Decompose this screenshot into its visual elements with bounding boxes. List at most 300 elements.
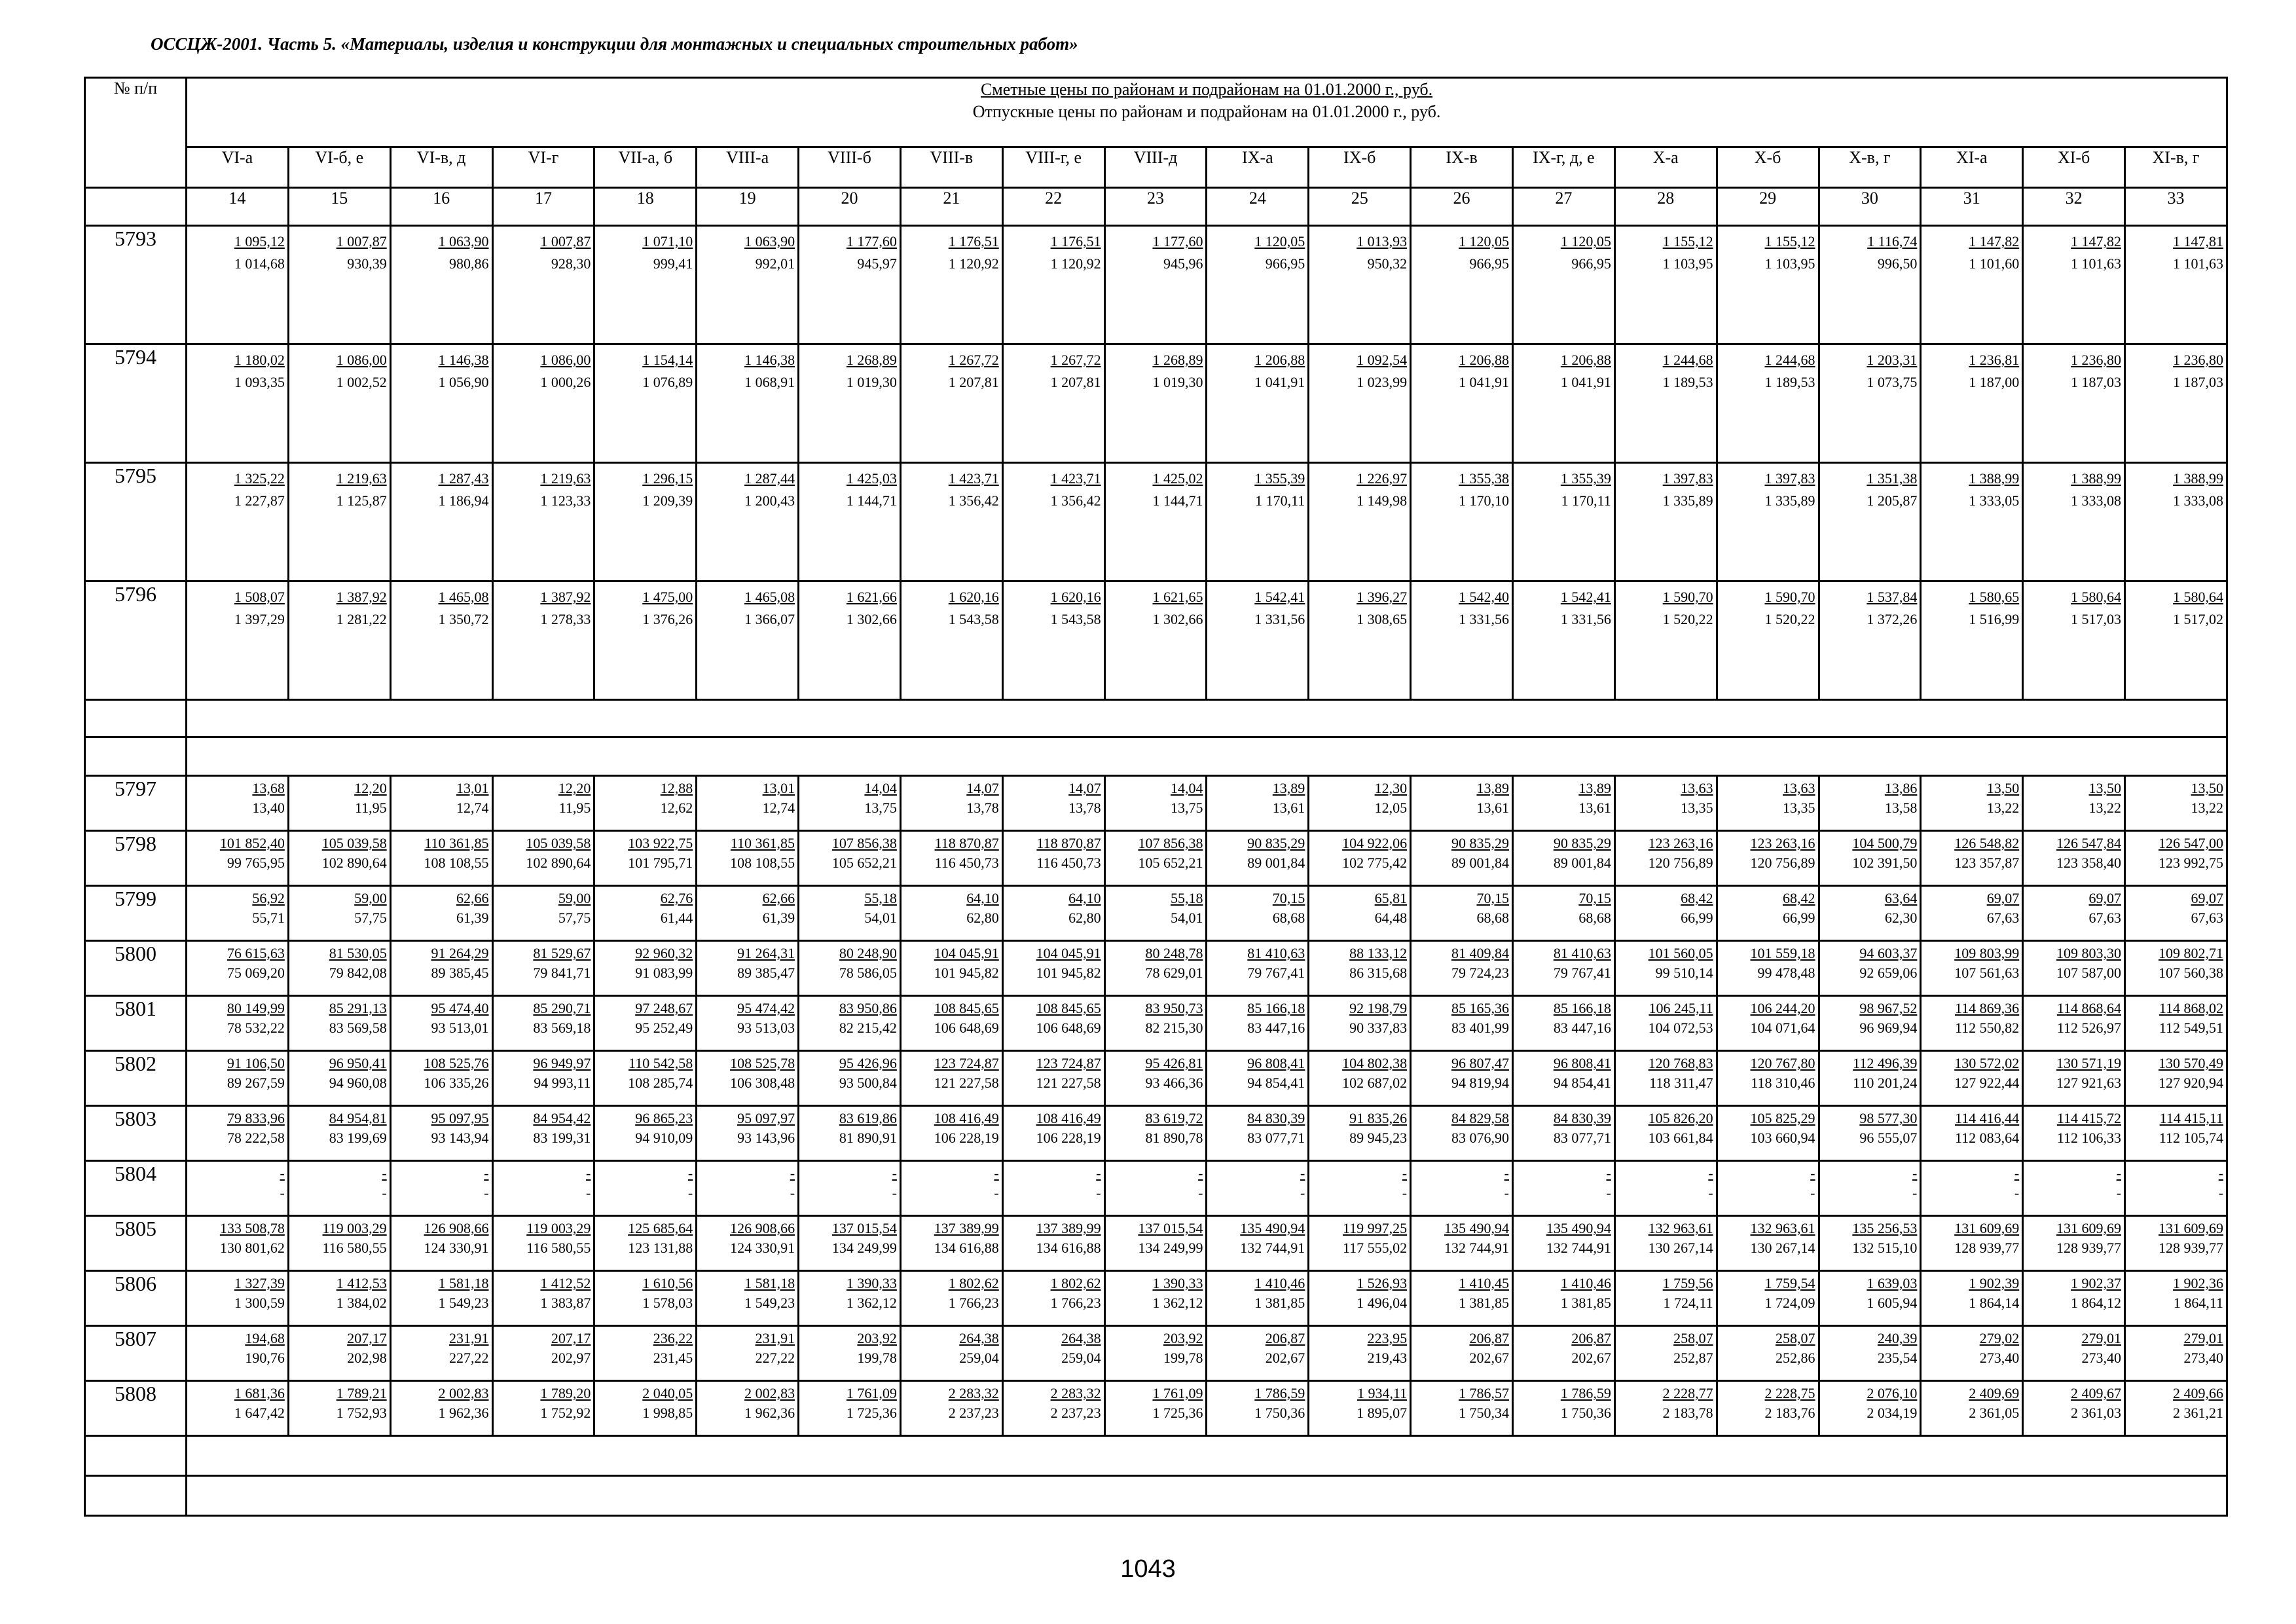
- selling-price: -: [1198, 1185, 1203, 1201]
- selling-price: 1 864,14: [1969, 1295, 2020, 1311]
- estimate-price-wrap: [1718, 227, 1818, 253]
- estimate-price-wrap: [187, 997, 287, 1018]
- price-cell: [594, 1216, 697, 1271]
- price-cell: [799, 1106, 901, 1161]
- selling-price: 273,40: [1979, 1350, 2020, 1366]
- price-cell: [1819, 581, 1921, 700]
- selling-price: 99 765,95: [227, 855, 285, 871]
- price-cell: [1614, 1271, 1717, 1326]
- page-number: 1043: [1120, 1555, 1176, 1583]
- price-cell: [288, 1326, 390, 1381]
- selling-price: 1 014,68: [234, 255, 285, 272]
- price-cell: [1104, 1161, 1207, 1216]
- estimate-price: 70,15: [1476, 890, 1509, 906]
- estimate-price: 85 166,18: [1247, 1000, 1305, 1016]
- price-cell: [1411, 831, 1513, 886]
- estimate-price-wrap: [595, 345, 695, 371]
- selling-price: 1 384,02: [336, 1295, 387, 1311]
- price-cell: [2125, 886, 2227, 941]
- estimate-price: 1 388,99: [2173, 470, 2224, 487]
- selling-price: 89 001,84: [1451, 855, 1509, 871]
- estimate-price: 81 530,05: [329, 945, 387, 961]
- estimate-price: 1 425,03: [846, 470, 897, 487]
- estimate-price: 12,30: [1374, 780, 1408, 796]
- item-number: 5798: [85, 831, 187, 886]
- estimate-price-wrap: [392, 1327, 492, 1348]
- selling-price: 54,01: [864, 910, 897, 926]
- price-cell: [1819, 1381, 1921, 1436]
- estimate-price-wrap: [697, 464, 797, 490]
- estimate-price-wrap: [1309, 345, 1410, 371]
- estimate-price-wrap: [1309, 1327, 1410, 1348]
- price-cell: [390, 1326, 492, 1381]
- selling-price: 107 587,00: [2056, 965, 2122, 981]
- estimate-price-wrap: [697, 942, 797, 963]
- selling-price: 93 143,96: [737, 1130, 795, 1146]
- price-cell: [1411, 226, 1513, 344]
- selling-price: 1 019,30: [1152, 374, 1203, 390]
- selling-price: 117 555,02: [1342, 1240, 1408, 1256]
- table-row: [85, 1051, 2227, 1106]
- selling-price: 123 357,87: [1954, 855, 2020, 871]
- selling-price: 1 543,58: [948, 611, 999, 627]
- selling-price: 1 372,26: [1867, 611, 1918, 627]
- selling-price: 107 561,63: [1954, 965, 2020, 981]
- price-cell: [492, 1161, 594, 1216]
- selling-price: 93 513,01: [431, 1020, 489, 1036]
- estimate-price-wrap: [1106, 1052, 1206, 1073]
- estimate-price: 1 176,51: [948, 233, 999, 249]
- estimate-price-wrap: [1412, 1107, 1512, 1128]
- estimate-price: 59,00: [558, 890, 591, 906]
- price-cell: [1921, 776, 2023, 831]
- price-cell: [1921, 1051, 2023, 1106]
- estimate-price-wrap: [1309, 1382, 1410, 1403]
- estimate-price: 120 767,80: [1750, 1055, 1815, 1071]
- estimate-price: 2 409,69: [1969, 1385, 2020, 1401]
- price-cell: [1104, 996, 1207, 1051]
- estimate-price-wrap: [1718, 1107, 1818, 1128]
- estimate-price: 97 248,67: [635, 1000, 693, 1016]
- price-cell: [594, 344, 697, 463]
- estimate-price: 69,07: [2191, 890, 2224, 906]
- estimate-price: 56,92: [252, 890, 285, 906]
- estimate-price: 83 619,72: [1145, 1110, 1203, 1126]
- selling-price: 1 278,33: [540, 611, 591, 627]
- selling-price: -: [1402, 1185, 1408, 1201]
- estimate-price-wrap: [1718, 464, 1818, 490]
- selling-price: 13,78: [1068, 800, 1101, 816]
- estimate-price: 1 267,72: [1050, 352, 1101, 368]
- selling-price: 83 569,58: [329, 1020, 387, 1036]
- selling-price: 62,30: [1884, 910, 1918, 926]
- selling-price: 1 520,22: [1662, 611, 1713, 627]
- selling-price: 1 331,56: [1254, 611, 1305, 627]
- estimate-price-wrap: [2024, 777, 2124, 798]
- selling-price: 127 920,94: [2159, 1075, 2224, 1091]
- price-cell: [1104, 226, 1207, 344]
- estimate-price-wrap: [595, 464, 695, 490]
- estimate-price: 1 095,12: [234, 233, 285, 249]
- price-cell: [1002, 344, 1104, 463]
- item-number: 5799: [85, 886, 187, 941]
- estimate-price-wrap: [392, 887, 492, 908]
- estimate-price-wrap: [1106, 1162, 1206, 1183]
- selling-price: 252,87: [1673, 1350, 1713, 1366]
- price-cell: [1309, 1381, 1411, 1436]
- price-cell: [2125, 1161, 2227, 1216]
- region-header: IX-б: [1309, 147, 1411, 188]
- selling-price: 93 466,36: [1145, 1075, 1203, 1091]
- estimate-price: 1 590,70: [1662, 589, 1713, 605]
- selling-price: 1 019,30: [846, 374, 897, 390]
- estimate-price: 1 355,38: [1458, 470, 1509, 487]
- column-number: 14: [187, 188, 289, 226]
- estimate-price-wrap: [1309, 1052, 1410, 1073]
- selling-price: 11,95: [558, 800, 591, 816]
- selling-price: 89 001,84: [1247, 855, 1305, 871]
- selling-price: 83 076,90: [1451, 1130, 1509, 1146]
- estimate-price: -: [1402, 1165, 1408, 1181]
- price-cell: [799, 226, 901, 344]
- region-header: IX-в: [1411, 147, 1513, 188]
- selling-price: 1 333,08: [2071, 492, 2122, 509]
- estimate-price-wrap: [799, 1272, 900, 1293]
- estimate-price: 125 685,64: [628, 1220, 693, 1236]
- price-cell: [2125, 996, 2227, 1051]
- selling-price: 227,22: [755, 1350, 795, 1366]
- estimate-price-wrap: [289, 345, 390, 371]
- selling-price: 13,61: [1476, 800, 1509, 816]
- region-header: VIII-в: [900, 147, 1002, 188]
- estimate-price: 114 415,11: [2159, 1110, 2224, 1126]
- estimate-price-wrap: [1820, 1382, 1920, 1403]
- selling-price: -: [1810, 1185, 1815, 1201]
- estimate-price: 206,87: [1265, 1330, 1305, 1346]
- document-header: ОССЦЖ-2001. Часть 5. «Материалы, изделия и конструкции для монтажных и специальных строительных работ»: [151, 34, 1078, 54]
- estimate-price-wrap: [494, 887, 594, 908]
- estimate-price-wrap: [494, 1162, 594, 1183]
- estimate-price-wrap: [1616, 1107, 1716, 1128]
- region-header: VIII-б: [799, 147, 901, 188]
- estimate-price: 85 166,18: [1553, 1000, 1611, 1016]
- selling-price: 57,75: [558, 910, 591, 926]
- selling-price: 78 586,05: [839, 965, 897, 981]
- estimate-price: 98 577,30: [1859, 1110, 1918, 1126]
- column-number: 24: [1207, 188, 1309, 226]
- estimate-price: 1 154,14: [642, 352, 693, 368]
- price-cell: [492, 1271, 594, 1326]
- estimate-price: 70,15: [1578, 890, 1611, 906]
- estimate-price-wrap: [1106, 227, 1206, 253]
- price-cell: [1614, 776, 1717, 831]
- estimate-price: 1 786,59: [1560, 1385, 1611, 1401]
- estimate-price: 13,01: [456, 780, 489, 796]
- estimate-price: 96 808,41: [1553, 1055, 1611, 1071]
- estimate-price-wrap: [2024, 887, 2124, 908]
- column-number: 33: [2125, 188, 2227, 226]
- estimate-price: 1 396,27: [1357, 589, 1408, 605]
- price-cell: [492, 776, 594, 831]
- selling-price: 1 056,90: [438, 374, 489, 390]
- selling-price: 89 267,59: [227, 1075, 285, 1091]
- price-cell: [1309, 1326, 1411, 1381]
- price-cell: [288, 886, 390, 941]
- price-cell: [1104, 463, 1207, 581]
- selling-price: 928,30: [551, 255, 591, 272]
- estimate-price-wrap: [595, 1217, 695, 1238]
- estimate-price-wrap: [1514, 227, 1614, 253]
- estimate-price-wrap: [1718, 1272, 1818, 1293]
- price-cell: [1512, 1271, 1614, 1326]
- price-cell: [390, 1381, 492, 1436]
- estimate-price: 109 803,30: [2056, 945, 2122, 961]
- estimate-price: 1 590,70: [1764, 589, 1815, 605]
- table-row: [85, 1271, 2227, 1326]
- estimate-price-wrap: [289, 464, 390, 490]
- estimate-price: 1 388,99: [2071, 470, 2122, 487]
- estimate-price-wrap: [1922, 887, 2022, 908]
- estimate-price-wrap: [1514, 1217, 1614, 1238]
- estimate-price: 1 267,72: [948, 352, 999, 368]
- selling-price: 1 517,02: [2173, 611, 2224, 627]
- estimate-price-wrap: [392, 1272, 492, 1293]
- selling-price: -: [586, 1185, 591, 1201]
- estimate-price: 1 007,87: [336, 233, 387, 249]
- estimate-price: 1 761,09: [1152, 1385, 1203, 1401]
- table-row: [85, 581, 2227, 700]
- selling-price: 83 569,18: [533, 1020, 591, 1036]
- price-cell: [390, 1271, 492, 1326]
- estimate-price-wrap: [1004, 887, 1104, 908]
- estimate-price: -: [586, 1165, 591, 1181]
- selling-price: -: [2116, 1185, 2122, 1201]
- estimate-price-wrap: [1207, 1272, 1307, 1293]
- selling-price: 120 756,89: [1750, 855, 1815, 871]
- price-cell: [1309, 996, 1411, 1051]
- price-cell: [288, 941, 390, 996]
- estimate-price-wrap: [2024, 1382, 2124, 1403]
- price-cell: [1614, 1106, 1717, 1161]
- selling-price: 259,04: [959, 1350, 999, 1366]
- estimate-price-wrap: [697, 582, 797, 608]
- selling-price: 1 998,85: [642, 1405, 693, 1421]
- estimate-price-wrap: [494, 1272, 594, 1293]
- price-cell: [594, 1106, 697, 1161]
- price-cell: [1614, 1051, 1717, 1106]
- estimate-price: 83 950,86: [839, 1000, 897, 1016]
- estimate-price-wrap: [392, 832, 492, 853]
- estimate-price: 194,68: [245, 1330, 285, 1346]
- estimate-price-wrap: [697, 1382, 797, 1403]
- selling-price: 101 795,71: [628, 855, 693, 871]
- estimate-price: 2 040,05: [642, 1385, 693, 1401]
- price-cell: [1411, 463, 1513, 581]
- selling-price: 91 083,99: [635, 965, 693, 981]
- selling-price: 1 724,09: [1764, 1295, 1815, 1311]
- price-cell: [1717, 1271, 1819, 1326]
- estimate-price: 104 802,38: [1342, 1055, 1408, 1071]
- price-cell: [1002, 581, 1104, 700]
- estimate-price: 55,18: [864, 890, 897, 906]
- price-cell: [1819, 1216, 1921, 1271]
- estimate-price: 94 603,37: [1859, 945, 1918, 961]
- selling-price: 101 945,82: [934, 965, 999, 981]
- estimate-price: 80 248,90: [839, 945, 897, 961]
- price-cell: [1309, 463, 1411, 581]
- region-header: X-в, г: [1819, 147, 1921, 188]
- estimate-price-wrap: [289, 997, 390, 1018]
- estimate-price-wrap: [187, 832, 287, 853]
- price-cell: [1002, 1051, 1104, 1106]
- estimate-price: 1 120,05: [1458, 233, 1509, 249]
- selling-price: 12,74: [456, 800, 489, 816]
- estimate-price-wrap: [1004, 227, 1104, 253]
- selling-price: 83 199,69: [329, 1130, 387, 1146]
- estimate-price: 1 902,36: [2173, 1275, 2224, 1291]
- estimate-price: 1 542,41: [1560, 589, 1611, 605]
- table-row: [85, 1106, 2227, 1161]
- price-cell: [1512, 1051, 1614, 1106]
- estimate-price: 76 615,63: [227, 945, 285, 961]
- selling-price: 128 939,77: [2159, 1240, 2224, 1256]
- estimate-price: 264,38: [1061, 1330, 1101, 1346]
- price-cell: [1819, 941, 1921, 996]
- price-cell: [1717, 996, 1819, 1051]
- table-row: [85, 886, 2227, 941]
- estimate-price-wrap: [799, 1162, 900, 1183]
- estimate-price-wrap: [392, 345, 492, 371]
- price-cell: [1512, 886, 1614, 941]
- estimate-price-wrap: [1412, 997, 1512, 1018]
- estimate-price-wrap: [1922, 777, 2022, 798]
- price-cell: [1717, 1216, 1819, 1271]
- selling-price: 1 366,07: [744, 611, 795, 627]
- price-cell: [1512, 1216, 1614, 1271]
- price-cell: [799, 344, 901, 463]
- estimate-price-wrap: [1004, 832, 1104, 853]
- estimate-price: -: [1096, 1165, 1101, 1181]
- selling-price: -: [382, 1185, 387, 1201]
- price-cell: [1512, 581, 1614, 700]
- estimate-price-wrap: [1309, 887, 1410, 908]
- price-cell: [1309, 1106, 1411, 1161]
- estimate-price: 123 263,16: [1750, 835, 1815, 851]
- estimate-price-wrap: [1616, 582, 1716, 608]
- estimate-price: 1 226,97: [1357, 470, 1408, 487]
- estimate-price: 130 570,49: [2159, 1055, 2224, 1071]
- estimate-price-wrap: [1309, 1162, 1410, 1183]
- selling-price: 99 510,14: [1655, 965, 1713, 981]
- column-number: 25: [1309, 188, 1411, 226]
- selling-price: 89 385,45: [431, 965, 489, 981]
- estimate-price: 80 248,78: [1145, 945, 1203, 961]
- estimate-price: 133 508,78: [219, 1220, 285, 1236]
- price-cell: [1104, 344, 1207, 463]
- selling-price: 68,68: [1272, 910, 1305, 926]
- price-cell: [1207, 996, 1309, 1051]
- price-cell: [1921, 226, 2023, 344]
- price-cell: [288, 463, 390, 581]
- column-number: 20: [799, 188, 901, 226]
- selling-price: 79 724,23: [1451, 965, 1509, 981]
- estimate-price-wrap: [2126, 227, 2226, 253]
- estimate-price-wrap: [799, 887, 900, 908]
- price-cell: [1717, 1161, 1819, 1216]
- estimate-price-wrap: [595, 1107, 695, 1128]
- estimate-price: 1 296,15: [642, 470, 693, 487]
- selling-price: 1 381,85: [1560, 1295, 1611, 1311]
- estimate-price-wrap: [799, 582, 900, 608]
- estimate-price: -: [2014, 1165, 2020, 1181]
- estimate-price-wrap: [392, 227, 492, 253]
- price-cell: [1104, 1381, 1207, 1436]
- selling-price: 82 215,42: [839, 1020, 897, 1036]
- price-cell: [2023, 344, 2125, 463]
- selling-price: 1 281,22: [336, 611, 387, 627]
- estimate-price: 132 963,61: [1750, 1220, 1815, 1236]
- estimate-price-wrap: [1514, 942, 1614, 963]
- estimate-price: 13,50: [2191, 780, 2224, 796]
- selling-price: 93 513,03: [737, 1020, 795, 1036]
- estimate-price-wrap: [289, 582, 390, 608]
- estimate-price: 92 198,79: [1349, 1000, 1408, 1016]
- estimate-price: 135 490,94: [1444, 1220, 1509, 1236]
- selling-price: 12,05: [1374, 800, 1408, 816]
- estimate-price: 1 475,00: [642, 589, 693, 605]
- selling-price: 107 560,38: [2159, 965, 2224, 981]
- estimate-price-wrap: [902, 1107, 1002, 1128]
- region-header: VI-г: [492, 147, 594, 188]
- selling-price: 127 922,44: [1954, 1075, 2020, 1091]
- estimate-price-wrap: [1106, 777, 1206, 798]
- price-cell: [2125, 831, 2227, 886]
- estimate-price-wrap: [1718, 1217, 1818, 1238]
- price-cell: [2125, 941, 2227, 996]
- estimate-price-wrap: [187, 1272, 287, 1293]
- empty-row: [85, 700, 2227, 737]
- estimate-price-wrap: [799, 777, 900, 798]
- estimate-price: 1 236,80: [2071, 352, 2122, 368]
- item-number: 5793: [85, 226, 187, 344]
- estimate-price: 236,22: [653, 1330, 693, 1346]
- estimate-price-wrap: [1106, 1217, 1206, 1238]
- estimate-price-wrap: [1922, 1327, 2022, 1348]
- estimate-price-wrap: [595, 1382, 695, 1403]
- selling-price: 1 103,95: [1764, 255, 1815, 272]
- estimate-price: 90 835,29: [1247, 835, 1305, 851]
- estimate-price: 112 496,39: [1853, 1055, 1918, 1071]
- estimate-price: 1 063,90: [744, 233, 795, 249]
- selling-price: 1 362,12: [1152, 1295, 1203, 1311]
- estimate-price-wrap: [1718, 1327, 1818, 1348]
- estimate-price: 95 426,96: [839, 1055, 897, 1071]
- selling-price: 116 580,55: [526, 1240, 591, 1256]
- estimate-price: 1 013,93: [1357, 233, 1408, 249]
- estimate-price: 279,01: [2183, 1330, 2224, 1346]
- estimate-price: 105 039,58: [321, 835, 387, 851]
- price-cell: [594, 941, 697, 996]
- estimate-price-wrap: [187, 942, 287, 963]
- price-cell: [1411, 344, 1513, 463]
- estimate-price-wrap: [2024, 1052, 2124, 1073]
- region-header: VIII-д: [1104, 147, 1207, 188]
- selling-price: -: [280, 1185, 285, 1201]
- selling-price: 66,99: [1783, 910, 1815, 926]
- estimate-price: 62,66: [456, 890, 489, 906]
- selling-price: 123 992,75: [2159, 855, 2224, 871]
- estimate-price-wrap: [1616, 1327, 1716, 1348]
